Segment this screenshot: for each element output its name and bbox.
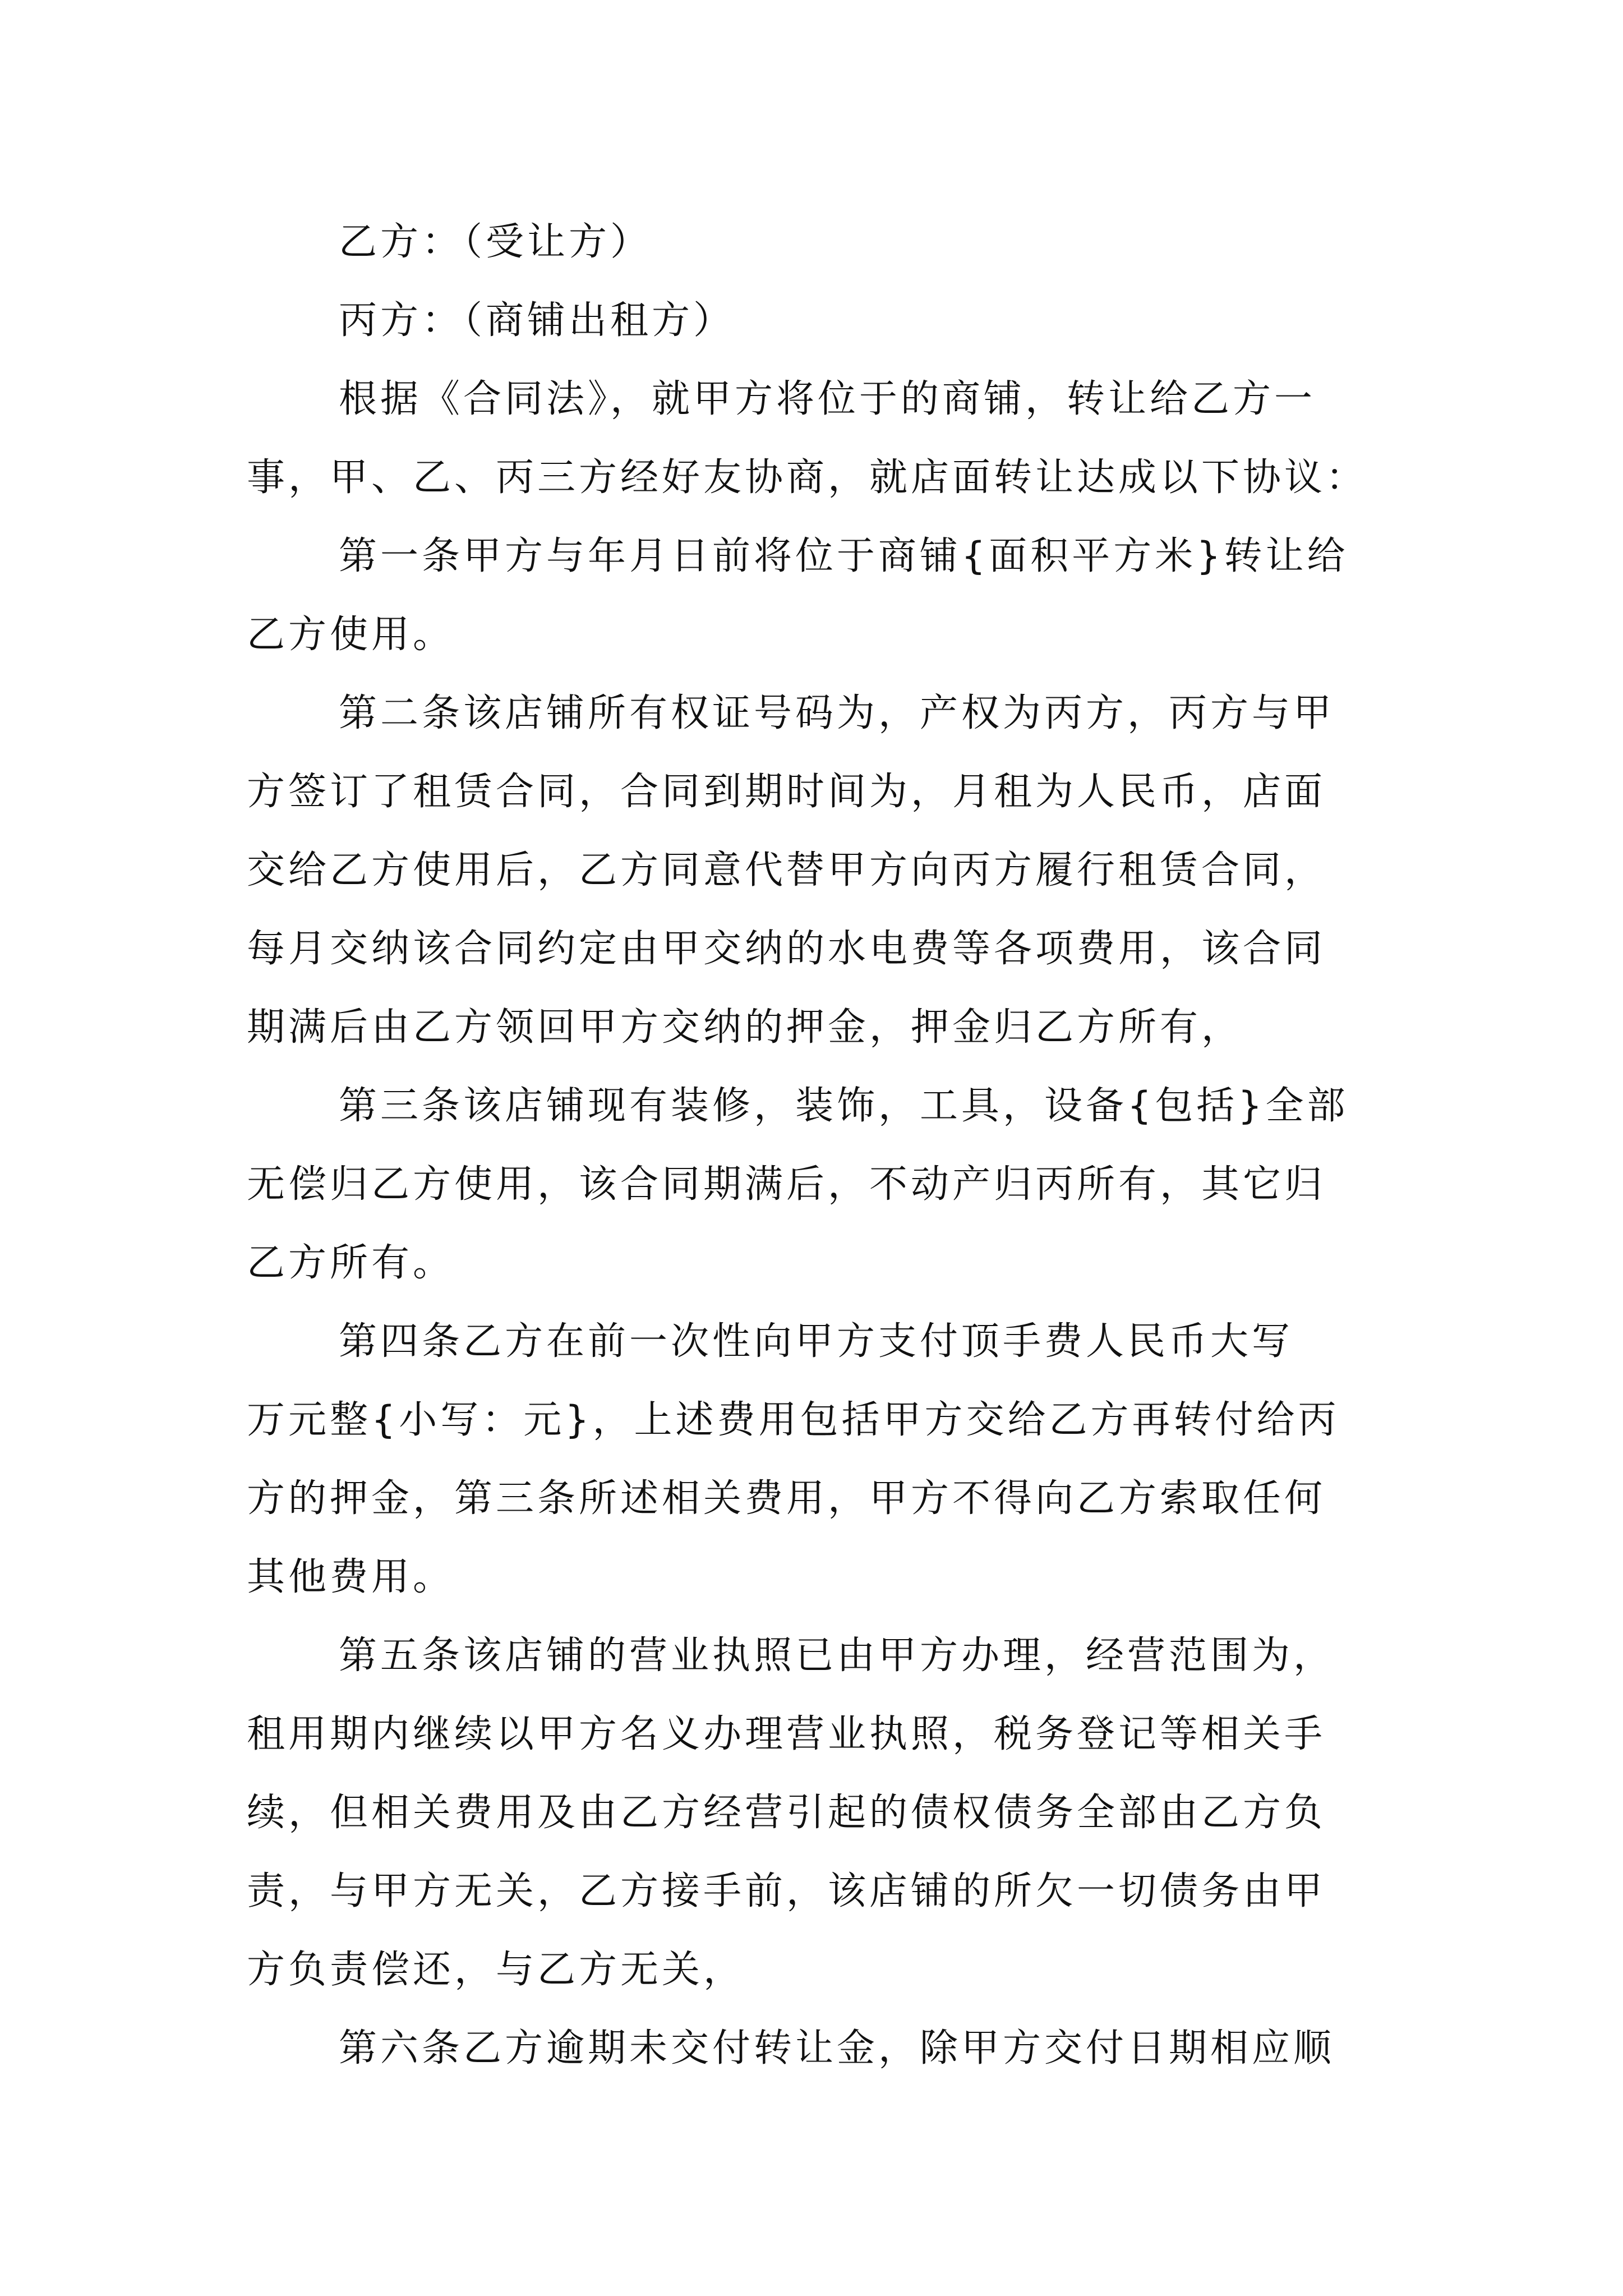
article5-line-4: 责，与甲方无关，乙方接手前，该店铺的所欠一切债务由甲: [247, 1869, 1326, 1913]
article2-line-5: 期满后由乙方领回甲方交纳的押金，押金归乙方所有，: [247, 1005, 1243, 1050]
intro-line-1: 根据《合同法》，就甲方将位于的商铺，转让给乙方一: [339, 377, 1316, 421]
article6-line-1: 第六条乙方逾期未交付转让金，除甲方交付日期相应顺: [339, 2026, 1335, 2070]
article3-line-1: 第三条该店铺现有装修，装饰，工具，设备{包括}全部: [339, 1084, 1349, 1128]
article5-line-2: 租用期内继续以甲方名义办理营业执照，税务登记等相关手: [247, 1712, 1326, 1756]
article5-line-5: 方负责偿还，与乙方无关，: [247, 1948, 745, 1992]
article3-line-2: 无偿归乙方使用，该合同期满后，不动产归丙所有，其它归: [247, 1162, 1326, 1207]
party-b-line: 乙方：（受让方）: [339, 220, 652, 264]
article3-line-3: 乙方所有。: [247, 1241, 455, 1285]
article2-line-4: 每月交纳该合同约定由甲交纳的水电费等各项费用，该合同: [247, 927, 1326, 971]
article2-line-3: 交给乙方使用后，乙方同意代替甲方向丙方履行租赁合同，: [247, 848, 1326, 892]
article1-line-2: 乙方使用。: [247, 613, 455, 657]
article2-line-2: 方签订了租赁合同，合同到期时间为，月租为人民币，店面: [247, 770, 1326, 814]
article4-line-1: 第四条乙方在前一次性向甲方支付顶手费人民币大写: [339, 1319, 1294, 1364]
article5-line-3: 续，但相关费用及由乙方经营引起的债权债务全部由乙方负: [247, 1791, 1326, 1835]
article4-line-4: 其他费用。: [247, 1555, 455, 1599]
article2-line-1: 第二条该店铺所有权证号码为，产权为丙方，丙方与甲: [339, 691, 1335, 735]
party-c-line: 丙方：（商铺出租方）: [339, 298, 735, 343]
article1-line-1: 第一条甲方与年月日前将位于商铺{面积平方米}转让给: [339, 534, 1349, 578]
article4-line-3: 方的押金，第三条所述相关费用，甲方不得向乙方索取任何: [247, 1476, 1326, 1521]
intro-line-2: 事，甲、乙、丙三方经好友协商，就店面转让达成以下协议：: [247, 455, 1368, 500]
article5-line-1: 第五条该店铺的营业执照已由甲方办理，经营范围为，: [339, 1634, 1335, 1678]
article4-line-2: 万元整{小写：元}，上述费用包括甲方交给乙方再转付给丙: [247, 1398, 1340, 1442]
